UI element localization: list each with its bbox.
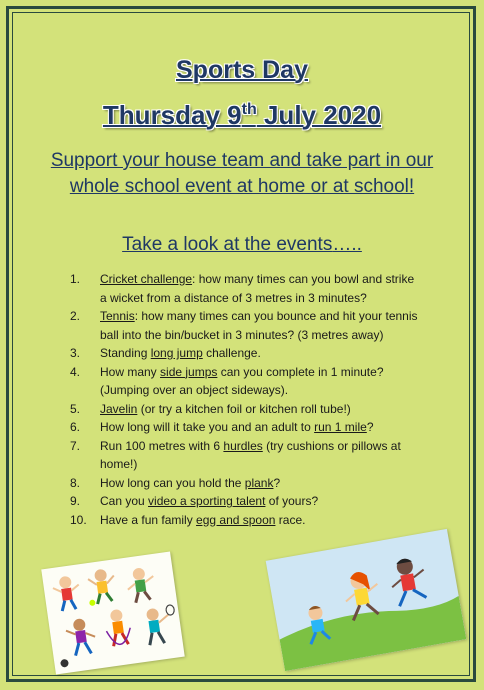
event-item [70, 400, 422, 419]
event-text-after: : how many times can you bounce and hit your tennis ball into the bin/bucket in 3 minutes? (3 metres away) [100, 309, 418, 342]
event-item [70, 492, 422, 511]
runner-figure [341, 569, 383, 621]
event-text-before: Have a fun family [100, 512, 197, 527]
event-text-after: ? [273, 475, 281, 490]
event-text-before: Can you [100, 494, 149, 508]
event-keyword: Cricket challenge [100, 272, 193, 286]
event-item [70, 307, 422, 344]
child-figure [65, 617, 98, 657]
event-text-after: (try cushions or pillows at home!) [100, 438, 401, 471]
event-text-after: challenge. [202, 346, 261, 360]
events-heading-dots: ….. [332, 234, 362, 255]
event-keyword: long jump [150, 346, 203, 360]
children-sports-drawing [41, 551, 184, 674]
event-keyword: Tennis [100, 309, 135, 323]
event-text-before: How many [100, 364, 161, 379]
event-keyword: hurdles [223, 438, 263, 453]
event-item [70, 437, 422, 474]
event-item [70, 418, 422, 437]
event-text-after: can you complete in 1 minute? (Jumping over an object sideways). [100, 364, 384, 397]
event-keyword: plank [244, 475, 274, 490]
event-keyword: run 1 mile [314, 420, 367, 434]
event-number: 10. [70, 512, 87, 527]
event-number: 8. [70, 475, 81, 490]
event-item [70, 474, 422, 493]
event-keyword: side jumps [160, 364, 218, 379]
event-number: 2. [70, 309, 81, 323]
date-day: Thursday 9 [102, 100, 242, 130]
event-text-before: How long will it take you and an adult to [100, 420, 315, 434]
poster-title: Sports Day [176, 56, 308, 84]
runner-figure [388, 556, 429, 607]
event-keyword: egg and spoon [196, 512, 276, 527]
child-figure [87, 568, 117, 605]
event-item [70, 363, 422, 400]
date-month-year: July 2020 [256, 100, 382, 130]
date-ordinal: th [241, 101, 257, 118]
event-number: 5. [70, 401, 81, 416]
event-text-after: race. [275, 512, 306, 527]
event-item [70, 270, 422, 307]
event-keyword: Javelin [100, 401, 138, 416]
children-sports-illustration [41, 551, 184, 674]
event-item [70, 511, 422, 530]
event-number: 6. [70, 420, 81, 434]
event-text-after: (or try a kitchen foil or kitchen roll tube!) [137, 401, 351, 416]
event-date [0, 100, 484, 131]
child-figure [125, 566, 156, 603]
event-text-after: : how many times can you bowl and strike a wicket from a distance of 3 metres in 3 minutes? [100, 272, 415, 305]
event-keyword: video a sporting talent [148, 494, 266, 508]
events-heading [0, 234, 484, 256]
event-number: 7. [70, 438, 81, 453]
child-figure [52, 575, 82, 612]
football-icon [60, 659, 69, 668]
event-number: 4. [70, 364, 81, 379]
event-number: 1. [70, 272, 81, 286]
tennis-ball-icon [89, 599, 96, 606]
event-text-after: ? [366, 420, 374, 434]
event-number: 3. [70, 346, 81, 360]
event-number: 9. [70, 494, 81, 508]
events-heading-text: Take a look at the events [122, 234, 333, 255]
intro-text: Support your house team and take part in our whole school event at home or at school! [50, 150, 434, 197]
event-text-before: Run 100 metres with 6 [100, 438, 224, 453]
child-figure [145, 605, 179, 646]
events-list [70, 270, 422, 529]
event-text-before: How long can you hold the [100, 475, 245, 490]
child-figure [104, 608, 133, 647]
event-item [70, 344, 422, 363]
event-text-before: Standing [100, 346, 151, 360]
event-text-after: of yours? [265, 494, 319, 508]
